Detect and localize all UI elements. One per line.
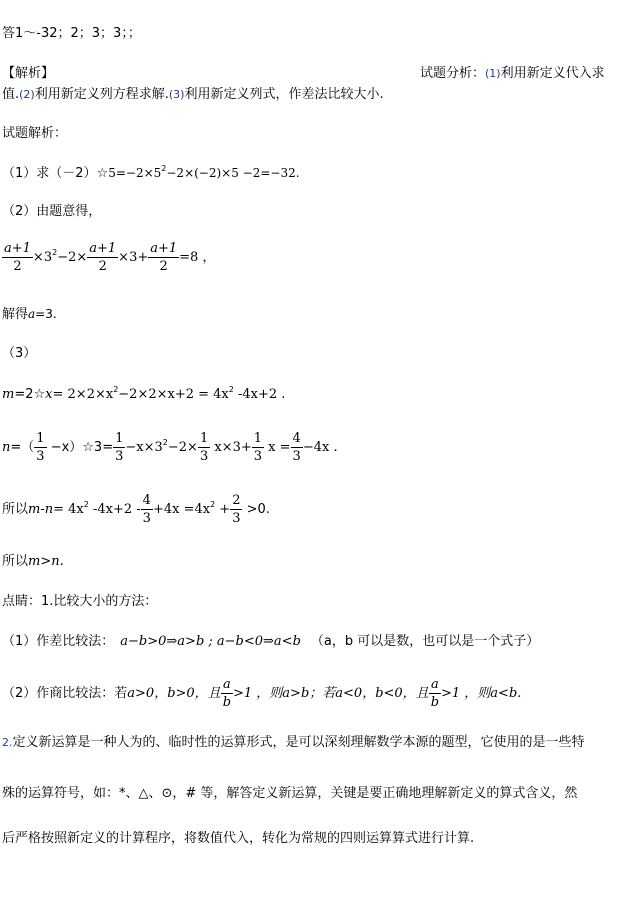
- fraction-numerator: a+1: [89, 241, 117, 256]
- concl-end: .: [59, 554, 64, 569]
- n-x3: −x×3: [125, 440, 163, 455]
- fraction-a-plus-1-over-2-third: [148, 240, 179, 275]
- part1-marker: (1): [485, 67, 501, 80]
- tip2-a: a>0，b>0，且: [127, 686, 221, 701]
- diff-d: +: [215, 502, 231, 517]
- tip3-text-1: 定义新运算是一种人为的、临时性的运算形式，是可以深刻理解数学本源的题型，它使用的是一些特: [12, 735, 585, 750]
- ab-den: b: [222, 695, 232, 710]
- fraction-a-plus-1-over-2: [2, 240, 33, 275]
- tip2-line: [2, 676, 521, 711]
- analysis-line2-a: 值.: [2, 87, 20, 102]
- fraction-four-thirds-b: [141, 492, 153, 527]
- fraction-a-over-b-second: [429, 676, 441, 711]
- tip2-lead: （2）作商比较法：若: [2, 686, 128, 701]
- m-expr-c: -4x+2 .: [233, 387, 286, 402]
- tip1-note: （a，b 可以是数，也可以是一个式子）: [310, 634, 540, 649]
- tip3-line2: 殊的运算符号，如：*、△、⊙，# 等，解答定义新运算，关键是要正确地理解新定义的算式含义，然: [2, 786, 578, 801]
- f13-den: 3: [115, 449, 124, 464]
- fraction-numerator: a+1: [150, 241, 178, 256]
- fraction-numerator: a+1: [4, 241, 31, 256]
- part1-expr-a: 5=−2×5: [108, 166, 162, 180]
- m-expr: = 2×2×x: [52, 387, 114, 402]
- tip3-line1: [2, 731, 585, 750]
- f23-den: 3: [232, 511, 241, 526]
- part3-lead: （3）: [2, 346, 37, 361]
- fraction-a-plus-1-over-2-second: [87, 240, 118, 275]
- f13-num: 1: [36, 431, 45, 446]
- diff-line: 所以$m-n= 4x^2$ -4x+2 - $\frac{4}{3}$ $+4x =4x^2$ + $\frac{2}{3}$ >0.: [2, 493, 270, 526]
- fraction-one-third-b: [113, 430, 125, 465]
- part2-lead: （2）由题意得，: [2, 204, 102, 219]
- tip1-lead: （1）作差比较法：: [2, 634, 115, 649]
- f43-den: 3: [292, 449, 301, 464]
- n-mid2: −2×: [167, 440, 198, 455]
- part2-equation: $\frac{a+1}{2}$ $\times 3^2-2\times$ $\frac{a+1}{2}$ ×3+ $\frac{a+1}{2}$ =8 ，: [4, 241, 216, 274]
- f43-num: 4: [292, 431, 301, 446]
- f43-num: 4: [142, 493, 151, 508]
- part2-solution: [2, 303, 57, 322]
- n-end: −4x .: [302, 440, 338, 455]
- m-eq: =2☆: [14, 387, 46, 402]
- n-line: [2, 430, 338, 465]
- f13-num: 1: [253, 431, 263, 446]
- f13-num: 1: [199, 431, 209, 446]
- ab-num: a: [221, 676, 233, 694]
- n-eqx: x =: [264, 440, 291, 455]
- n-var: n: [2, 440, 11, 455]
- fraction-denominator: 2: [13, 259, 22, 274]
- analysis-line2: [2, 83, 384, 102]
- diff-b: -4x+2 -: [88, 502, 141, 517]
- diff-end: >0.: [242, 502, 270, 517]
- m-x: x: [45, 387, 53, 402]
- answer-line: 答1～-32；2；3；3；；: [2, 26, 141, 41]
- sol-pre: 解得: [2, 307, 29, 322]
- f13-den: 3: [253, 449, 263, 464]
- tip3-line3: 后严格按照新定义的计算程序，将数值代入，转化为常规的四则运算算式进行计算.: [2, 831, 475, 846]
- eq-part-c: ×3+: [118, 250, 149, 265]
- n-sq: 2: [162, 438, 168, 447]
- eq-part-a: ×3: [32, 250, 53, 265]
- part1-lead: （1）求（－2）☆: [2, 166, 109, 181]
- f13-den: 3: [36, 449, 45, 464]
- tip2-b: >1 ，则a>b；若a<0，b<0，且: [233, 686, 429, 701]
- analysis-line2-b: 利用新定义列方程求解.: [34, 87, 169, 102]
- eq-part-d: =8 ，: [179, 250, 216, 265]
- diff-eq: = 4x: [53, 502, 84, 517]
- analysis-line2-c: 利用新定义列式，作差法比较大小.: [184, 87, 384, 102]
- sol-post: =3.: [35, 307, 57, 321]
- fraction-two-thirds: [230, 492, 242, 527]
- ab-num: a: [429, 676, 441, 694]
- n-x3b: x×3+: [210, 440, 252, 455]
- sol-var: a: [28, 307, 36, 321]
- f43-den: 3: [142, 511, 151, 526]
- m-line: m=2☆x= $2\times 2\times x^2-2\times 2\times x+2 = 4x^2$ -4x+2 .: [2, 385, 286, 402]
- conclusion-line: [2, 550, 64, 569]
- analysis-label: 【解析】: [2, 66, 55, 81]
- fraction-four-thirds: [291, 430, 303, 465]
- analysis-p1-text: 利用新定义代入求: [500, 66, 605, 81]
- diff-c: +4x =4x: [152, 502, 211, 517]
- concl-pre: 所以: [2, 554, 29, 569]
- analysis-intro-label: 试题分析：: [420, 66, 486, 81]
- fraction-one-third-c: [198, 430, 210, 465]
- tip1-math: a−b>0⇒a>b ; a−b<0⇒a<b: [120, 634, 301, 649]
- fraction-denominator: 2: [98, 259, 107, 274]
- f13-den: 3: [199, 449, 209, 464]
- n-eq: =（: [10, 440, 35, 455]
- tip2-c: >1 ，则a<b.: [441, 686, 522, 701]
- part1-expr-b: −2×(−2)×5 −2=−32.: [166, 166, 300, 180]
- part2-marker: (2): [19, 88, 35, 101]
- diff-var: m-n: [28, 502, 54, 517]
- f23-num: 2: [232, 493, 241, 508]
- fraction-a-over-b: [221, 676, 233, 711]
- fraction-denominator: 2: [159, 259, 168, 274]
- f13-num: 1: [115, 431, 124, 446]
- solution-title: 试题解析：: [2, 126, 68, 141]
- tip1-line: [2, 630, 539, 649]
- analysis-intro: [420, 62, 605, 81]
- fraction-one-third-d: [252, 430, 264, 465]
- m-expr-b: −2×2×x+2 = 4x: [118, 387, 229, 402]
- fraction-one-third: [34, 430, 46, 465]
- tip3-number: 2.: [2, 736, 13, 749]
- concl-var: m>n: [28, 554, 60, 569]
- part1-line: [2, 162, 300, 181]
- part1-exponent: 2: [161, 164, 167, 173]
- part3-marker: (3): [168, 88, 185, 101]
- n-mid: −x）☆3=: [46, 440, 114, 455]
- diff-pre: 所以: [2, 502, 29, 517]
- eq-part-b: −2×: [57, 250, 88, 265]
- ab-den: b: [430, 695, 440, 710]
- m-var: m: [2, 387, 15, 402]
- tips-title: 点睛：1.比较大小的方法：: [2, 594, 158, 609]
